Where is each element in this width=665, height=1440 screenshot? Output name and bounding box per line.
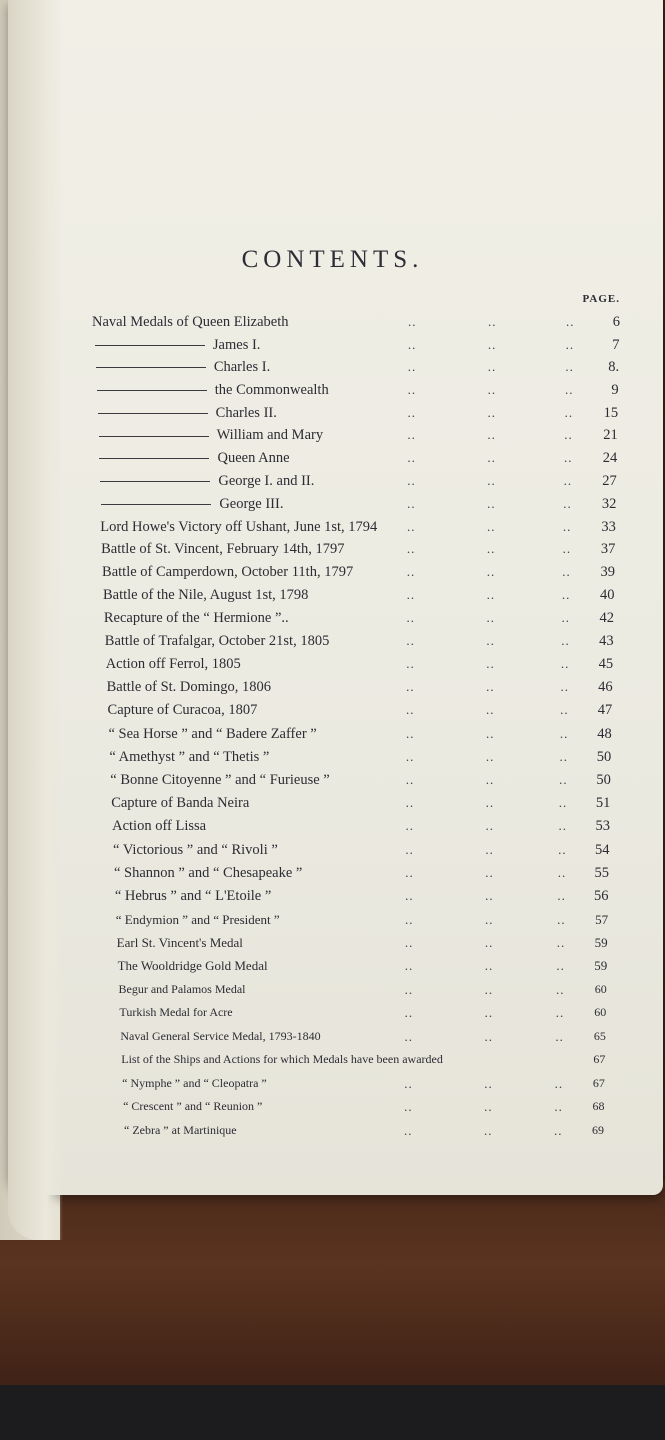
leader-dots: .. xyxy=(406,633,415,649)
toc-entry-page: 67 xyxy=(592,1075,605,1090)
toc-entry-page: 46 xyxy=(598,679,613,696)
toc-entry-label: Naval General Service Medal, 1793-1840 xyxy=(120,1028,321,1043)
bottom-strip xyxy=(0,1385,665,1440)
leader-dots: .. xyxy=(486,541,496,557)
toc-entry xyxy=(112,818,610,838)
leader-dots: .. xyxy=(405,818,414,834)
leader-dots: .. xyxy=(406,656,415,672)
toc-entry xyxy=(99,496,616,516)
leader-dots: .. xyxy=(407,359,417,375)
leader-dots: .. xyxy=(565,336,575,352)
table-of-contents xyxy=(0,314,665,1138)
toc-entry xyxy=(111,795,610,815)
toc-entry-page: 9 xyxy=(611,381,619,398)
toc-entry xyxy=(97,450,617,470)
leader-dots: .. xyxy=(554,1099,563,1115)
toc-entry-page: 7 xyxy=(612,336,620,353)
leader-dots: .. xyxy=(407,381,417,397)
leader-dots: .. xyxy=(406,702,415,718)
leader-dots: .. xyxy=(560,656,570,672)
toc-entry-page: 67 xyxy=(593,1052,606,1067)
leader-dots: .. xyxy=(405,864,414,880)
toc-entry-label: William and Mary xyxy=(216,427,324,444)
leader-dots: .. xyxy=(563,450,573,466)
leader-dots: .. xyxy=(484,1123,493,1138)
toc-entry xyxy=(108,726,611,746)
toc-entry-page: 53 xyxy=(595,818,610,835)
leader-dots: .. xyxy=(558,841,567,857)
toc-entry xyxy=(97,427,618,447)
toc-entry xyxy=(92,314,620,334)
toc-entry-label: George I. and II. xyxy=(218,472,315,489)
toc-entry-label: Charles I. xyxy=(213,359,271,376)
toc-entry xyxy=(102,564,615,584)
ditto-rule xyxy=(99,436,209,437)
toc-entry xyxy=(118,958,608,978)
toc-entry-page: 54 xyxy=(594,841,610,858)
ditto-rule xyxy=(95,345,205,346)
toc-entry xyxy=(109,749,611,769)
toc-entry-page: 60 xyxy=(594,981,607,996)
table-surface xyxy=(0,1180,665,1390)
leader-dots: .. xyxy=(405,725,415,741)
toc-entry xyxy=(120,1029,605,1049)
leader-dots: .. xyxy=(405,771,415,787)
leader-dots: .. xyxy=(484,934,494,950)
leader-dots: .. xyxy=(406,541,416,557)
toc-entry-page: 68 xyxy=(592,1099,605,1114)
leader-dots: .. xyxy=(562,541,572,557)
leader-dots: .. xyxy=(555,1005,565,1021)
toc-entry-page: 59 xyxy=(594,934,608,950)
toc-entry xyxy=(106,656,613,676)
toc-entry-page: 43 xyxy=(599,633,614,650)
leader-dots: .. xyxy=(562,564,571,580)
leader-dots: .. xyxy=(405,748,415,764)
leader-dots: .. xyxy=(558,818,567,834)
leader-dots: .. xyxy=(407,427,416,443)
leader-dots: .. xyxy=(486,656,495,672)
toc-entry-page: 57 xyxy=(595,911,609,927)
toc-entry-label: “ Hebrus ” and “ L'Etoile ” xyxy=(114,888,272,905)
toc-entry-page: 51 xyxy=(595,795,611,812)
toc-entry-page: 40 xyxy=(600,587,615,604)
toc-entry-page: 55 xyxy=(594,864,610,881)
leader-dots: .. xyxy=(559,748,568,764)
leader-dots: .. xyxy=(560,702,569,718)
leader-dots: .. xyxy=(404,934,414,950)
toc-entry-label: Charles II. xyxy=(215,404,277,421)
toc-entry-label: Capture of Curacoa, 1807 xyxy=(107,702,258,719)
toc-entry-label: George III. xyxy=(219,495,284,512)
toc-entry-label: Naval Medals of Queen Elizabeth xyxy=(92,314,289,330)
page-column-heading: PAGE. xyxy=(582,293,620,305)
leader-dots: .. xyxy=(560,679,569,695)
toc-entry-label: Action off Ferrol, 1805 xyxy=(105,656,241,673)
toc-entry-page: 27 xyxy=(602,472,617,489)
leader-dots: .. xyxy=(404,1028,413,1044)
leader-dots: .. xyxy=(404,1005,414,1021)
toc-entry xyxy=(95,382,619,402)
toc-entry-page: 69 xyxy=(592,1123,604,1137)
leader-dots: .. xyxy=(406,679,415,695)
leader-dots: .. xyxy=(487,336,497,352)
toc-entry xyxy=(104,610,614,630)
leader-dots: .. xyxy=(485,771,495,787)
toc-entry-label: Recapture of the “ Hermione ”.. xyxy=(103,610,289,627)
toc-entry xyxy=(96,405,619,425)
toc-entry-page: 39 xyxy=(600,564,615,581)
toc-entry xyxy=(117,935,608,955)
leader-dots: .. xyxy=(557,864,567,880)
toc-entry-page: 8. xyxy=(608,359,620,376)
toc-entry xyxy=(124,1123,604,1143)
toc-entry-label: “ Amethyst ” and “ Thetis ” xyxy=(109,748,270,765)
leader-dots: .. xyxy=(485,725,495,741)
leader-dots: .. xyxy=(564,427,573,443)
leader-dots: .. xyxy=(484,1005,494,1021)
ditto-rule xyxy=(100,481,210,482)
toc-entry-label: Capture of Banda Neira xyxy=(111,795,250,812)
leader-dots: .. xyxy=(564,381,574,397)
leader-dots: .. xyxy=(487,381,497,397)
toc-entry-page: 6 xyxy=(612,314,620,330)
ditto-rule xyxy=(99,458,209,459)
toc-entry xyxy=(123,1099,604,1119)
leader-dots: .. xyxy=(405,795,415,811)
leader-dots: .. xyxy=(486,587,496,603)
toc-entry xyxy=(103,587,615,607)
leader-dots: .. xyxy=(406,564,416,580)
toc-entry-label: “ Zebra ” at Martinique xyxy=(124,1123,237,1137)
leader-dots: .. xyxy=(406,587,416,603)
leader-dots: .. xyxy=(486,518,496,534)
toc-entry-page: 45 xyxy=(598,656,614,673)
leader-dots: .. xyxy=(404,1075,413,1091)
leader-dots: .. xyxy=(563,495,572,511)
toc-entry-label: Battle of St. Vincent, February 14th, 1797 xyxy=(101,541,345,558)
toc-entry xyxy=(98,473,616,493)
leader-dots: .. xyxy=(486,679,495,695)
leader-dots: .. xyxy=(558,795,568,811)
leader-dots: .. xyxy=(565,359,574,375)
ditto-rule xyxy=(98,413,208,414)
toc-entry-label: James I. xyxy=(212,336,261,353)
leader-dots: .. xyxy=(561,587,571,603)
leader-dots: .. xyxy=(486,610,495,626)
toc-entry-label: Lord Howe's Victory off Ushant, June 1st, 1794 xyxy=(100,518,378,535)
leader-dots: .. xyxy=(404,981,414,997)
toc-entry xyxy=(119,982,607,1002)
toc-entry-label: the Commonwealth xyxy=(214,381,329,398)
toc-entry xyxy=(107,679,613,699)
leader-dots: .. xyxy=(557,888,566,904)
toc-entry-label: Begur and Palamos Medal xyxy=(118,981,246,996)
page-title: CONTENTS. xyxy=(241,246,424,273)
toc-entry-label: “ Endymion ” and “ President ” xyxy=(115,911,280,927)
toc-entry-label: “ Shannon ” and “ Chesapeake ” xyxy=(113,864,303,881)
leader-dots: .. xyxy=(484,1075,493,1091)
toc-entry xyxy=(122,1076,605,1096)
leader-dots: .. xyxy=(556,934,566,950)
toc-entry xyxy=(121,1052,605,1072)
toc-entry-page: 33 xyxy=(601,518,616,535)
leader-dots: .. xyxy=(486,702,495,718)
ditto-rule xyxy=(97,390,207,391)
leader-dots: .. xyxy=(488,314,497,329)
toc-entry-label: “ Nymphe ” and “ Cleopatra ” xyxy=(122,1075,267,1090)
leader-dots: .. xyxy=(485,888,494,904)
leader-dots: .. xyxy=(486,633,495,649)
leader-dots: .. xyxy=(405,888,414,904)
leader-dots: .. xyxy=(559,725,569,741)
toc-entry-label: Battle of Camperdown, October 11th, 1797 xyxy=(102,564,354,581)
leader-dots: .. xyxy=(407,450,416,466)
toc-entry-page: 42 xyxy=(599,610,615,627)
toc-entry-page: 47 xyxy=(597,702,613,719)
leader-dots: .. xyxy=(484,1099,493,1115)
leader-dots: .. xyxy=(405,911,414,927)
toc-entry xyxy=(119,1005,606,1025)
leader-dots: .. xyxy=(486,564,496,580)
leader-dots: .. xyxy=(487,450,496,466)
leader-dots: .. xyxy=(562,518,572,534)
toc-entry-label: Earl St. Vincent's Medal xyxy=(116,934,243,950)
toc-entry-label: Battle of Trafalgar, October 21st, 1805 xyxy=(104,633,330,650)
leader-dots: .. xyxy=(404,958,414,974)
leader-dots: .. xyxy=(485,748,495,764)
toc-entry-label: Action off Lissa xyxy=(112,818,207,835)
toc-entry-page: 50 xyxy=(596,748,612,765)
toc-entry xyxy=(115,888,609,908)
leader-dots: .. xyxy=(484,958,494,974)
toc-entry xyxy=(110,772,611,792)
toc-entry-page: 50 xyxy=(596,771,611,788)
leader-dots: .. xyxy=(487,427,496,443)
leader-dots: .. xyxy=(407,495,416,511)
toc-entry-label: “ Bonne Citoyenne ” and “ Furieuse ” xyxy=(110,771,330,788)
leader-dots: .. xyxy=(487,359,497,375)
leader-dots: .. xyxy=(408,314,417,329)
leader-dots: .. xyxy=(487,472,496,488)
leader-dots: .. xyxy=(405,841,414,857)
toc-entry xyxy=(108,702,613,722)
leader-dots: .. xyxy=(407,336,417,352)
leader-dots: .. xyxy=(554,1075,564,1091)
toc-entry xyxy=(113,842,609,862)
toc-entry-label: Battle of St. Domingo, 1806 xyxy=(106,679,271,696)
toc-entry-label: Turkish Medal for Acre xyxy=(119,1005,233,1020)
toc-entry-label: Queen Anne xyxy=(217,450,290,467)
toc-entry-page: 37 xyxy=(600,541,616,558)
leader-dots: .. xyxy=(485,841,494,857)
toc-entry-label: “ Victorious ” and “ Rivoli ” xyxy=(113,841,278,858)
leader-dots: .. xyxy=(554,1123,563,1138)
toc-entry-page: 59 xyxy=(594,958,608,974)
toc-entry-label: “ Crescent ” and “ Reunion ” xyxy=(123,1099,263,1114)
toc-entry-label: The Wooldridge Gold Medal xyxy=(117,958,268,974)
leader-dots: .. xyxy=(563,472,573,488)
leader-dots: .. xyxy=(556,981,565,997)
ditto-rule xyxy=(101,504,211,505)
leader-dots: .. xyxy=(564,404,574,420)
leader-dots: .. xyxy=(407,472,416,488)
toc-entry xyxy=(114,865,609,885)
toc-entry xyxy=(94,359,619,379)
leader-dots: .. xyxy=(404,1123,413,1138)
toc-entry xyxy=(105,633,614,653)
toc-entry-page: 48 xyxy=(597,725,612,742)
toc-entry-label: Battle of the Nile, August 1st, 1798 xyxy=(102,587,309,604)
leader-dots: .. xyxy=(484,981,494,997)
toc-entry-label: List of the Ships and Actions for which Medals have been awarded xyxy=(121,1052,443,1067)
leader-dots: .. xyxy=(485,911,494,927)
leader-dots: .. xyxy=(406,518,416,534)
leader-dots: .. xyxy=(484,1028,493,1044)
leader-dots: .. xyxy=(485,795,495,811)
leader-dots: .. xyxy=(557,911,566,927)
leader-dots: .. xyxy=(556,958,565,974)
toc-entry xyxy=(93,337,620,357)
toc-entry xyxy=(116,912,608,932)
toc-entry-page: 32 xyxy=(601,495,617,512)
toc-entry xyxy=(101,541,615,561)
leader-dots: .. xyxy=(485,864,494,880)
leader-dots: .. xyxy=(559,771,568,787)
toc-entry-page: 56 xyxy=(594,888,609,905)
leader-dots: .. xyxy=(406,610,415,626)
leader-dots: .. xyxy=(487,404,497,420)
leader-dots: .. xyxy=(566,314,575,329)
toc-entry-page: 21 xyxy=(603,427,618,444)
leader-dots: .. xyxy=(561,633,570,649)
toc-entry-label: “ Sea Horse ” and “ Badere Zaffer ” xyxy=(108,725,317,742)
ditto-rule xyxy=(96,367,206,368)
leader-dots: .. xyxy=(487,495,496,511)
toc-entry xyxy=(100,519,616,539)
leader-dots: .. xyxy=(407,404,417,420)
leader-dots: .. xyxy=(404,1099,413,1115)
leader-dots: .. xyxy=(561,610,571,626)
toc-entry-page: 65 xyxy=(593,1028,606,1043)
leader-dots: .. xyxy=(485,818,494,834)
toc-entry-page: 60 xyxy=(594,1005,607,1020)
toc-entry-page: 24 xyxy=(602,450,618,467)
leader-dots: .. xyxy=(555,1028,564,1044)
toc-entry-page: 15 xyxy=(603,404,619,421)
